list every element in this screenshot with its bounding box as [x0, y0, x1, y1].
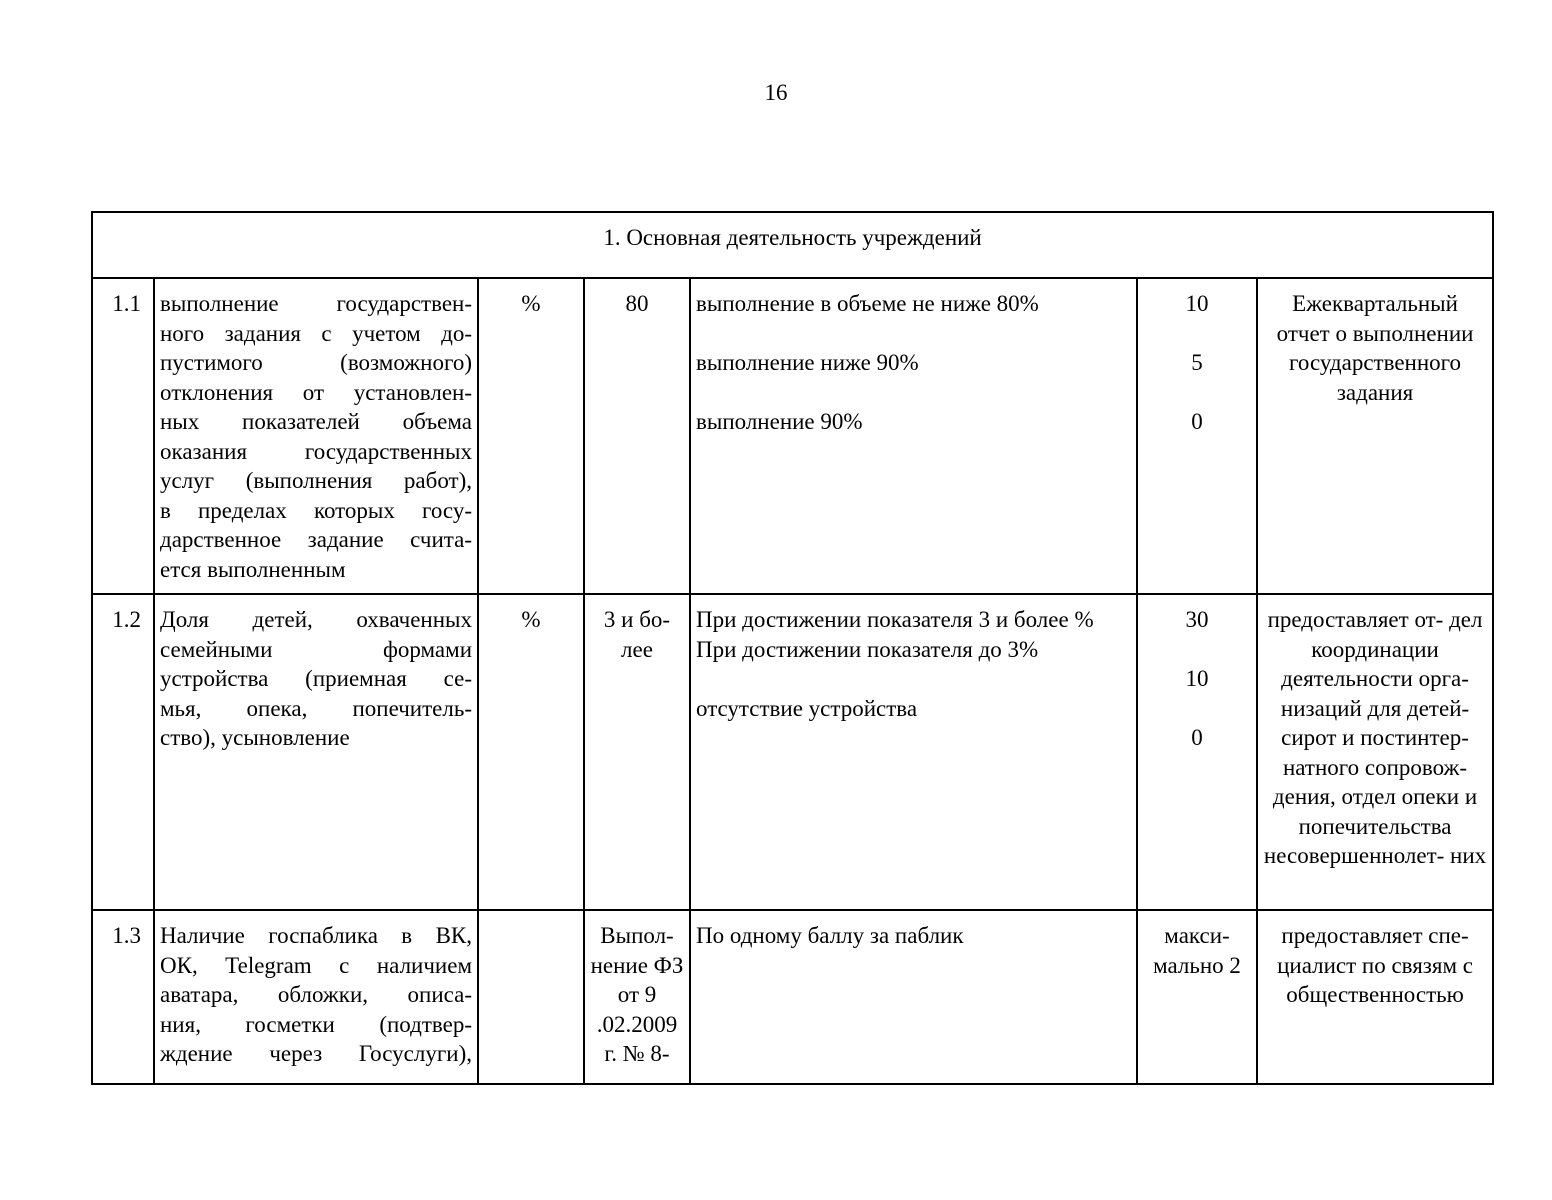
table-row: [92, 910, 1493, 1084]
criterion-description: [154, 910, 478, 1084]
section-header-row: [92, 212, 1493, 278]
condition-text: отсутствие устройства: [696, 695, 918, 721]
condition-text: При достижении показателя до 3%: [696, 636, 1039, 662]
score-value: 10: [1185, 291, 1209, 316]
criteria-table: [91, 211, 1494, 1085]
row-number: 1.1: [92, 278, 154, 594]
description-line: в пределах которых госу-: [160, 497, 472, 523]
unit-cell: %: [478, 594, 584, 910]
description-line: отклонения от установлен-: [160, 379, 472, 405]
score-value: 5: [1191, 350, 1203, 375]
description-line: пустимого (возможного): [160, 350, 472, 375]
target-value-cell: 3 и бо- лее: [584, 594, 690, 910]
criterion-description: [154, 278, 478, 594]
description-line: мья, опека, попечитель-: [160, 695, 472, 721]
condition-text: выполнение 90%: [696, 409, 863, 434]
conditions-cell: [690, 910, 1137, 1084]
description-line: Доля детей, охваченных: [160, 607, 472, 632]
score-value: 0: [1191, 725, 1203, 750]
row-number: 1.3: [92, 910, 154, 1084]
source-cell: Ежеквартальный отчет о выполнении государственного задания: [1257, 278, 1493, 594]
scores-cell: [1137, 278, 1257, 594]
condition-text: выполнение в объеме не ниже 80%: [696, 291, 1039, 316]
section-title: 1. Основная деятельность учреждений: [92, 212, 1493, 278]
condition-text: По одному баллу за паблик: [696, 923, 964, 948]
description-line: ство), усыновление: [160, 725, 350, 750]
score-value: 30: [1185, 607, 1209, 632]
source-cell: предоставляет спе- циалист по связям с общественностью: [1257, 910, 1493, 1084]
unit-cell: %: [478, 278, 584, 594]
score-value: 10: [1185, 666, 1209, 691]
description-line: устройства (приемная се-: [160, 666, 472, 691]
description-line: ных показателей объема: [160, 409, 472, 434]
score-value: 0: [1191, 409, 1203, 434]
page-number: 16: [764, 80, 788, 105]
description-line: Наличие госпаблика в ВК,: [160, 923, 472, 948]
scores-cell: [1137, 594, 1257, 910]
description-line: ется выполненным: [160, 556, 346, 582]
description-line: услуг (выполнения работ),: [160, 468, 472, 493]
scores-cell: [1137, 910, 1257, 1084]
condition-text: выполнение ниже 90%: [696, 350, 919, 375]
unit-cell: [478, 910, 584, 1084]
description-line: аватара, обложки, описа-: [160, 982, 472, 1007]
description-line: ния, госметки (подтвер-: [160, 1011, 472, 1037]
target-value-cell: Выпол- нение ФЗ от 9 .02.2009 г. № 8-: [584, 910, 690, 1084]
source-cell: предоставляет от- дел координации деятельности орга- низаций для детей- сирот и постинтер- натного сопровож- дения, отдел опеки и попечительства несовершеннолет- них: [1257, 594, 1493, 910]
score-value: макси- мально 2: [1153, 923, 1241, 978]
target-value-cell: 80: [584, 278, 690, 594]
description-line: выполнение государствен-: [160, 291, 472, 316]
table-row: [92, 278, 1493, 594]
description-line: ОК, Telegram с наличием: [160, 952, 472, 978]
condition-text: При достижении показателя 3 и более %: [696, 607, 1094, 632]
table-row: [92, 594, 1493, 910]
row-number: 1.2: [92, 594, 154, 910]
description-line: оказания государственных: [160, 438, 472, 464]
description-line: ждение через Госуслуги),: [160, 1041, 472, 1066]
description-line: семейными формами: [160, 636, 472, 662]
conditions-cell: [690, 278, 1137, 594]
description-line: дарственное задание счита-: [160, 527, 472, 552]
conditions-cell: [690, 594, 1137, 910]
criterion-description: [154, 594, 478, 910]
description-line: ного задания с учетом до-: [160, 320, 472, 346]
